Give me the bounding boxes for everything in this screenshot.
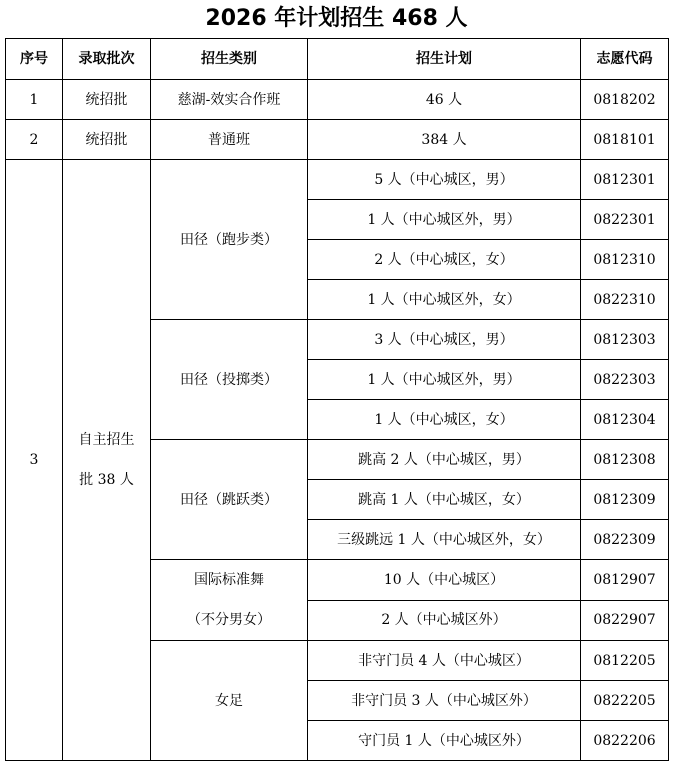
plan-cell: 5 人（中心城区，男） — [308, 160, 581, 200]
header-batch: 录取批次 — [63, 39, 151, 80]
table-row — [6, 160, 669, 200]
header-seq: 序号 — [6, 39, 63, 80]
batch-cell-autonomous — [63, 160, 151, 761]
code-cell: 0812304 — [581, 400, 669, 440]
plan-cell: 384 人 — [308, 120, 581, 160]
code-cell: 0818202 — [581, 80, 669, 120]
category-cell: 普通班 — [151, 120, 308, 160]
table-header-row — [6, 39, 669, 80]
code-cell: 0812308 — [581, 440, 669, 480]
code-cell: 0822205 — [581, 681, 669, 721]
code-cell: 0812907 — [581, 560, 669, 601]
plan-cell: 非守门员 3 人（中心城区外） — [308, 681, 581, 721]
code-cell: 0818101 — [581, 120, 669, 160]
header-plan: 招生计划 — [308, 39, 581, 80]
plan-cell: 3 人（中心城区，男） — [308, 320, 581, 360]
code-cell: 0822206 — [581, 721, 669, 761]
plan-cell: 守门员 1 人（中心城区外） — [308, 721, 581, 761]
plan-cell: 三级跳远 1 人（中心城区外，女） — [308, 520, 581, 560]
seq-cell: 1 — [6, 80, 63, 120]
batch-line: 自主招生 — [78, 432, 135, 448]
plan-cell: 1 人（中心城区外，男） — [308, 200, 581, 240]
code-cell: 0822303 — [581, 360, 669, 400]
code-cell: 0812301 — [581, 160, 669, 200]
code-cell: 0822310 — [581, 280, 669, 320]
code-cell: 0812309 — [581, 480, 669, 520]
plan-cell: 跳高 2 人（中心城区，男） — [308, 440, 581, 480]
plan-cell: 1 人（中心城区，女） — [308, 400, 581, 440]
code-cell: 0812205 — [581, 641, 669, 681]
plan-cell: 10 人（中心城区） — [308, 560, 581, 601]
category-line: （不分男女） — [187, 612, 271, 628]
category-line: 国际标准舞 — [194, 572, 264, 588]
code-cell: 0822301 — [581, 200, 669, 240]
code-cell: 0822907 — [581, 600, 669, 641]
code-cell: 0812310 — [581, 240, 669, 280]
category-cell: 女足 — [151, 641, 308, 761]
code-cell: 0812303 — [581, 320, 669, 360]
page-title: 2026 年计划招生 468 人 — [205, 6, 468, 31]
seq-cell: 2 — [6, 120, 63, 160]
category-cell — [151, 560, 308, 641]
category-cell: 田径（跳跃类） — [151, 440, 308, 560]
table-row — [6, 120, 669, 160]
header-code: 志愿代码 — [581, 39, 669, 80]
batch-cell: 统招批 — [63, 120, 151, 160]
seq-cell: 3 — [6, 160, 63, 761]
enrollment-plan-table — [5, 38, 669, 761]
batch-line: 批 38 人 — [79, 472, 134, 488]
plan-cell: 46 人 — [308, 80, 581, 120]
code-cell: 0822309 — [581, 520, 669, 560]
category-cell: 田径（跑步类） — [151, 160, 308, 320]
plan-cell: 非守门员 4 人（中心城区） — [308, 641, 581, 681]
plan-cell: 1 人（中心城区外，女） — [308, 280, 581, 320]
category-cell: 田径（投掷类） — [151, 320, 308, 440]
plan-cell: 跳高 1 人（中心城区，女） — [308, 480, 581, 520]
plan-cell: 2 人（中心城区，女） — [308, 240, 581, 280]
batch-cell: 统招批 — [63, 80, 151, 120]
category-cell: 慈湖-效实合作班 — [151, 80, 308, 120]
header-category: 招生类别 — [151, 39, 308, 80]
plan-cell: 1 人（中心城区外，男） — [308, 360, 581, 400]
plan-cell: 2 人（中心城区外） — [308, 600, 581, 641]
table-row — [6, 80, 669, 120]
